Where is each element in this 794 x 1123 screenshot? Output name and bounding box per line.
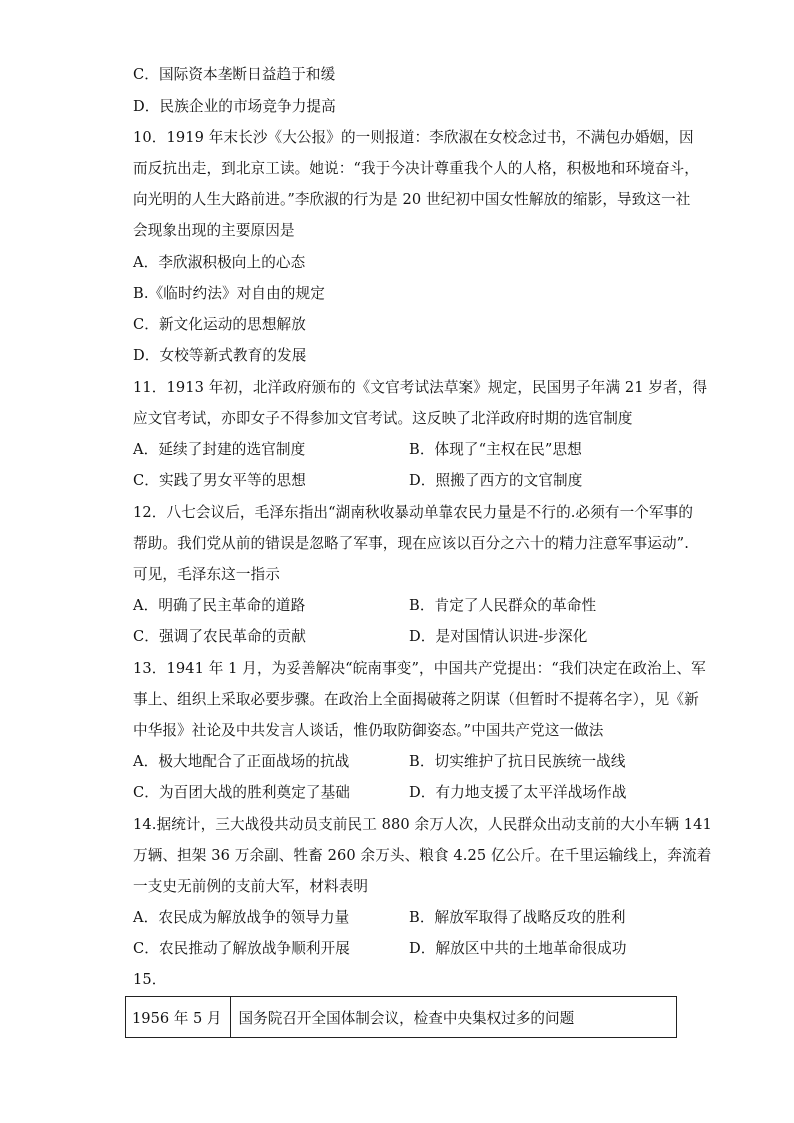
- q14-stem-line-3: 一支史无前例的支前大军，材料表明: [133, 878, 369, 895]
- q12-stem-line-3: 可见，毛泽东这一指示: [133, 566, 280, 583]
- q13-stem-line-2: 事上、组织上采取必要步骤。在政治上全面揭破蒋之阴谋（但暂时不提蒋名字），见《新: [133, 691, 699, 708]
- q9-option-c: C．国际资本垄断日益趋于和缓: [133, 66, 336, 83]
- q14-stem-line-1: 14.据统计，三大战役共动员支前民工 880 余万人次，人民群众出动支前的大小车辆 141: [133, 816, 712, 833]
- q13-option-b: B．切实维护了抗日民族统一战线: [409, 753, 626, 770]
- q14-stem-line-2: 万辆、担架 36 万余副、牲畜 260 余万头、粮食 4.25 亿公斤。在千里运输线上，奔流着: [133, 847, 712, 864]
- q11-stem-line-1: 11．1913 年初，北洋政府颁布的《文官考试法草案》规定，民国男子年满 21 岁者，得: [133, 379, 708, 396]
- q10-option-b: B.《临时约法》对自由的规定: [133, 285, 325, 302]
- q11-option-b: B．体现了“主权在民”思想: [409, 441, 582, 458]
- q14-option-a: A．农民成为解放战争的领导力量: [133, 909, 350, 926]
- q10-stem-line-3: 向光明的人生大路前进。”李欣淑的行为是 20 世纪初中国女性解放的缩影，导致这一社: [133, 191, 691, 208]
- q13-option-c: C．为百团大战的胜利奠定了基础: [133, 784, 350, 801]
- q10-stem-line-2: 而反抗出走，到北京工读。她说：“我于今决计尊重我个人的人格，积极地和环境奋斗，: [133, 160, 699, 177]
- q13-stem-line-3: 中华报》社论及中共发言人谈话，惟仍取防御姿态。”中国共产党这一做法: [133, 722, 604, 739]
- q9-option-d: D．民族企业的市场竞争力提高: [133, 98, 336, 115]
- table-row: [126, 997, 677, 1038]
- q11-option-c: C．实践了男女平等的思想: [133, 472, 306, 489]
- q11-option-a: A．延续了封建的选官制度: [133, 441, 306, 458]
- table-cell-event: 国务院召开全国体制会议，检查中央集权过多的问题: [230, 997, 676, 1038]
- q11-stem-line-2: 应文官考试，亦即女子不得参加文官考试。这反映了北洋政府时期的选官制度: [133, 410, 633, 427]
- q12-option-b: B．肯定了人民群众的革命性: [409, 597, 597, 614]
- q12-option-a: A．明确了民主革命的道路: [133, 597, 306, 614]
- q14-option-b: B．解放军取得了战略反攻的胜利: [409, 909, 626, 926]
- q15-number: 15．: [133, 971, 167, 988]
- q15-material-table: [125, 996, 677, 1038]
- q10-stem-line-4: 会现象出现的主要原因是: [133, 222, 295, 239]
- q12-option-d: D．是对国情认识进-步深化: [409, 628, 588, 645]
- q14-option-c: C．农民推动了解放战争顺利开展: [133, 940, 350, 957]
- q11-option-d: D．照搬了西方的文官制度: [409, 472, 583, 489]
- q10-option-c: C．新文化运动的思想解放: [133, 316, 306, 333]
- q10-stem-line-1: 10．1919 年末长沙《大公报》的一则报道：李欣淑在女校念过书，不满包办婚姻，因: [133, 129, 694, 146]
- table-cell-date: 1956 年 5 月: [126, 997, 231, 1038]
- q14-option-d: D．解放区中共的土地革命很成功: [409, 940, 627, 957]
- q13-option-a: A．极大地配合了正面战场的抗战: [133, 753, 350, 770]
- q10-option-a: A．李欣淑积极向上的心态: [133, 254, 306, 271]
- q13-option-d: D．有力地支援了太平洋战场作战: [409, 784, 627, 801]
- q12-option-c: C．强调了农民革命的贡献: [133, 628, 306, 645]
- q13-stem-line-1: 13．1941 年 1 月，为妥善解决“皖南事变”，中国共产党提出：“我们决定在政治上、军: [133, 660, 706, 677]
- q12-stem-line-2: 帮助。我们党从前的错误是忽略了军事，现在应该以百分之六十的精力注意军事运动”.: [133, 535, 689, 552]
- q12-stem-line-1: 12．八七会议后，毛泽东指出“湖南秋收暴动单靠农民力量是不行的.必须有一个军事的: [133, 504, 694, 521]
- q10-option-d: D．女校等新式教育的发展: [133, 347, 307, 364]
